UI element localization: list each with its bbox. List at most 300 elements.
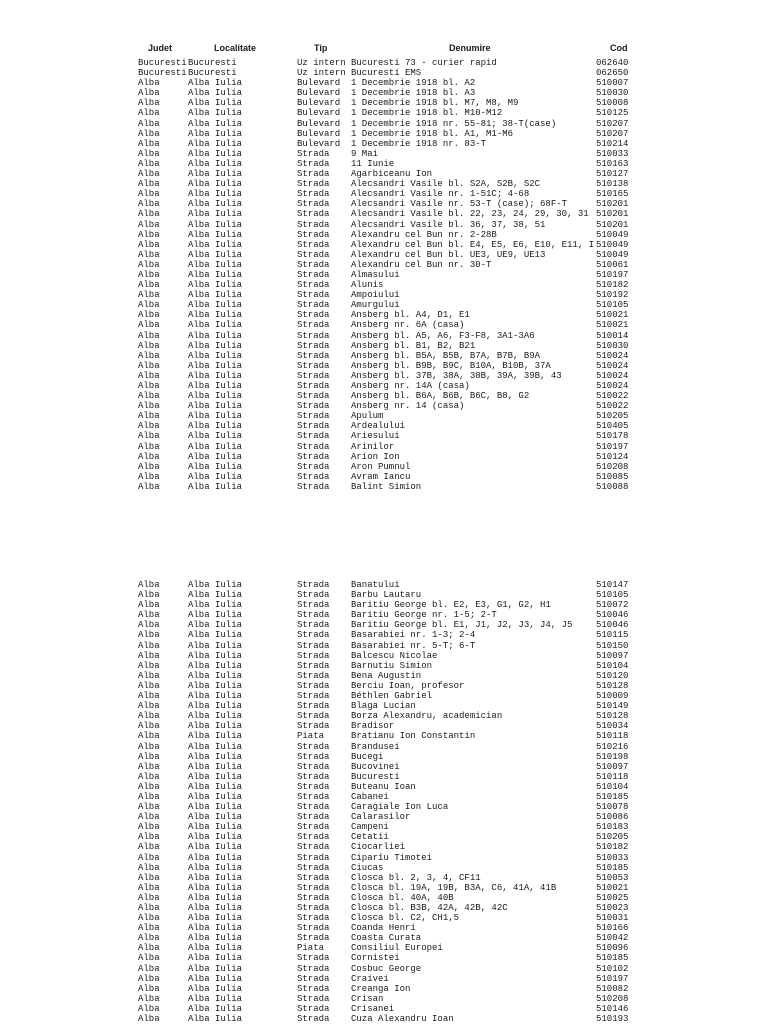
cell-tip: Piata <box>297 731 325 742</box>
table-row <box>0 913 768 923</box>
cell-judet: Alba <box>138 1003 160 1014</box>
table-row <box>0 68 768 78</box>
cell-cod: 510022 <box>596 391 629 402</box>
cell-judet: Alba <box>138 791 160 802</box>
cell-denumire: Caragiale Ion Luca <box>351 802 449 813</box>
cell-denumire: Cuza Alexandru Ioan <box>351 1014 454 1024</box>
cell-denumire: Crisan <box>351 993 384 1004</box>
cell-localitate: Alba Iulia <box>188 943 243 954</box>
cell-tip: Strada <box>297 812 330 823</box>
table-row <box>0 832 768 842</box>
cell-tip: Strada <box>297 229 330 240</box>
table-row <box>0 1014 768 1024</box>
cell-judet: Alba <box>138 199 160 210</box>
cell-localitate: Alba Iulia <box>188 761 243 772</box>
cell-denumire: 1 Decembrie 1918 bl. M10-M12 <box>351 108 503 119</box>
cell-denumire: Closca bl. 19A, 19B, B3A, C6, 41A, 41B <box>351 882 557 893</box>
cell-localitate: Alba Iulia <box>188 822 243 833</box>
cell-judet: Alba <box>138 330 160 341</box>
cell-denumire: Closca bl. C2, CH1,5 <box>351 913 460 924</box>
cell-cod: 510030 <box>596 340 629 351</box>
cell-localitate: Alba Iulia <box>188 148 243 159</box>
table-row <box>0 361 768 371</box>
cell-denumire: Closca bl. B3B, 42A, 42B, 42C <box>351 903 508 913</box>
cell-cod: 510046 <box>596 620 629 631</box>
cell-judet: Alba <box>138 882 160 893</box>
cell-judet: Alba <box>138 721 160 732</box>
cell-judet: Alba <box>138 360 160 371</box>
cell-judet: Alba <box>138 370 160 381</box>
cell-denumire: Arinilor <box>351 441 395 452</box>
cell-cod: 510207 <box>596 128 629 139</box>
cell-judet: Alba <box>138 431 160 442</box>
cell-localitate: Alba Iulia <box>188 320 243 331</box>
cell-tip: Bulevard <box>297 108 341 119</box>
table-row <box>0 752 768 762</box>
cell-tip: Strada <box>297 350 330 361</box>
table-row <box>0 701 768 711</box>
cell-denumire: Calarasilor <box>351 812 411 823</box>
cell-tip: Strada <box>297 872 330 883</box>
cell-tip: Strada <box>297 842 330 853</box>
cell-localitate: Alba Iulia <box>188 892 243 903</box>
cell-cod: 510105 <box>596 590 629 601</box>
cell-cod: 510033 <box>596 148 629 159</box>
cell-localitate: Alba Iulia <box>188 872 243 883</box>
cell-cod: 510072 <box>596 600 629 611</box>
cell-cod: 510147 <box>596 580 629 590</box>
cell-localitate: Alba Iulia <box>188 630 243 641</box>
table-row <box>0 580 768 590</box>
cell-localitate: Alba Iulia <box>188 219 243 230</box>
cell-localitate: Alba Iulia <box>188 249 243 260</box>
cell-judet: Alba <box>138 680 160 691</box>
cell-cod: 510085 <box>596 471 629 482</box>
cell-localitate: Alba Iulia <box>188 421 243 432</box>
table-row <box>0 842 768 852</box>
cell-localitate: Alba Iulia <box>188 741 243 752</box>
cell-localitate: Alba Iulia <box>188 832 243 843</box>
cell-denumire: Bradisor <box>351 721 395 732</box>
cell-cod: 510125 <box>596 108 629 119</box>
cell-cod: 510042 <box>596 933 629 944</box>
table-row <box>0 230 768 240</box>
cell-judet: Alba <box>138 310 160 321</box>
cell-denumire: Ansberg bl. B1, B2, B21 <box>351 340 476 351</box>
cell-judet: Alba <box>138 731 160 742</box>
cell-denumire: Bucovinei <box>351 761 400 772</box>
cell-localitate: Alba Iulia <box>188 370 243 381</box>
cell-judet: Alba <box>138 98 160 109</box>
table-row <box>0 590 768 600</box>
cell-denumire: Closca bl. 2, 3, 4, CF11 <box>351 872 481 883</box>
cell-tip: Strada <box>297 310 330 321</box>
table-row <box>0 169 768 179</box>
cell-cod: 510030 <box>596 88 629 99</box>
cell-tip: Strada <box>297 973 330 984</box>
cell-localitate: Alba Iulia <box>188 239 243 250</box>
cell-judet: Alba <box>138 741 160 752</box>
cell-localitate: Alba Iulia <box>188 88 243 99</box>
cell-cod: 510118 <box>596 771 629 782</box>
cell-tip: Strada <box>297 751 330 762</box>
cell-judet: Alba <box>138 751 160 762</box>
cell-cod: 510216 <box>596 741 629 752</box>
cell-tip: Strada <box>297 862 330 873</box>
header-cod: Cod <box>610 43 628 53</box>
table-row <box>0 159 768 169</box>
cell-localitate: Alba Iulia <box>188 862 243 873</box>
cell-judet: Alba <box>138 620 160 631</box>
cell-tip: Strada <box>297 401 330 412</box>
cell-judet: Alba <box>138 600 160 611</box>
cell-localitate: Alba Iulia <box>188 580 243 590</box>
cell-denumire: Ciparîu Timotei <box>351 852 433 863</box>
table-row <box>0 220 768 230</box>
table-row <box>0 411 768 421</box>
cell-localitate: Alba Iulia <box>188 1014 243 1024</box>
cell-denumire: Alecsandri Vasile nr. 53-T (case); 68F-T <box>351 199 568 210</box>
cell-denumire: Ansberg nr. 14A (casa) <box>351 381 470 391</box>
table-row <box>0 310 768 320</box>
cell-denumire: Cornistei <box>351 953 400 964</box>
cell-judet: Alba <box>138 148 160 159</box>
cell-judet: Alba <box>138 219 160 230</box>
cell-localitate: Alba Iulia <box>188 300 243 311</box>
cell-judet: Alba <box>138 138 160 149</box>
cell-localitate: Alba Iulia <box>188 923 243 934</box>
cell-judet: Alba <box>138 128 160 139</box>
table-row <box>0 149 768 159</box>
cell-denumire: Bratianu Ion Constantin <box>351 731 476 742</box>
cell-judet: Alba <box>138 108 160 119</box>
cell-localitate: Alba Iulia <box>188 118 243 129</box>
cell-tip: Strada <box>297 600 330 611</box>
table-row <box>0 984 768 994</box>
cell-localitate: Alba Iulia <box>188 290 243 301</box>
cell-tip: Strada <box>297 791 330 802</box>
table-row <box>0 78 768 88</box>
cell-denumire: Coanda Henri <box>351 923 416 934</box>
cell-localitate: Alba Iulia <box>188 973 243 984</box>
cell-denumire: Barnutiu Simion <box>351 660 433 671</box>
cell-judet: Alba <box>138 169 160 180</box>
cell-judet: Alba <box>138 179 160 190</box>
cell-denumire: 11 Iunie <box>351 158 395 169</box>
cell-localitate: Alba Iulia <box>188 280 243 291</box>
cell-denumire: Alexandru cel Bun nr. 30-T <box>351 259 492 270</box>
table-row <box>0 711 768 721</box>
cell-localitate: Alba Iulia <box>188 670 243 681</box>
cell-localitate: Alba Iulia <box>188 108 243 119</box>
table-row <box>0 1004 768 1014</box>
table-row <box>0 250 768 260</box>
cell-tip: Strada <box>297 670 330 681</box>
cell-tip: Strada <box>297 381 330 391</box>
table-row <box>0 600 768 610</box>
cell-localitate: Alba Iulia <box>188 1003 243 1014</box>
table-row <box>0 883 768 893</box>
cell-denumire: Cabanei <box>351 791 389 802</box>
table-row <box>0 792 768 802</box>
cell-cod: 062650 <box>596 68 629 79</box>
cell-judet: Alba <box>138 78 160 89</box>
table-row <box>0 331 768 341</box>
table-block-top <box>0 58 768 492</box>
cell-tip: Strada <box>297 630 330 641</box>
cell-localitate: Alba Iulia <box>188 189 243 200</box>
cell-localitate: Alba Iulia <box>188 229 243 240</box>
header-judet: Judet <box>148 43 173 53</box>
cell-tip: Strada <box>297 461 330 472</box>
cell-denumire: Balcescu Nicolae <box>351 650 438 661</box>
cell-tip: Strada <box>297 481 330 492</box>
cell-denumire: Agarbiceanu Ion <box>351 169 433 180</box>
cell-denumire: Ansberg bl. B9B, B9C, B10A, B10B, 37A <box>351 360 551 371</box>
cell-cod: 510104 <box>596 660 629 671</box>
cell-tip: Strada <box>297 580 330 590</box>
cell-denumire: Alecsandri Vasile bl. 22, 23, 24, 29, 30, 31 <box>351 209 589 220</box>
cell-localitate: Alba Iulia <box>188 350 243 361</box>
cell-tip: Uz intern <box>297 68 346 79</box>
cell-localitate: Alba Iulia <box>188 933 243 944</box>
table-row <box>0 671 768 681</box>
cell-cod: 510208 <box>596 461 629 472</box>
cell-localitate: Alba Iulia <box>188 771 243 782</box>
cell-judet: Alba <box>138 923 160 934</box>
cell-tip: Strada <box>297 370 330 381</box>
cell-localitate: Alba Iulia <box>188 993 243 1004</box>
cell-denumire: Ansberg nr. 14 (casa) <box>351 401 465 412</box>
table-row <box>0 199 768 209</box>
cell-judet: Alba <box>138 391 160 402</box>
cell-cod: 510096 <box>596 943 629 954</box>
cell-cod: 510163 <box>596 158 629 169</box>
cell-localitate: Alba Iulia <box>188 471 243 482</box>
cell-denumire: Arion Ion <box>351 451 400 462</box>
cell-cod: 510082 <box>596 983 629 994</box>
cell-tip: Strada <box>297 983 330 994</box>
cell-localitate: Alba Iulia <box>188 802 243 813</box>
table-row <box>0 772 768 782</box>
cell-cod: 510183 <box>596 822 629 833</box>
cell-tip: Bulevard <box>297 128 341 139</box>
cell-judet: Alba <box>138 892 160 903</box>
cell-denumire: Banatului <box>351 580 400 590</box>
cell-localitate: Alba Iulia <box>188 330 243 341</box>
cell-judet: Alba <box>138 118 160 129</box>
cell-denumire: Bena Augustin <box>351 670 422 681</box>
cell-tip: Strada <box>297 933 330 944</box>
table-row <box>0 421 768 431</box>
cell-localitate: Alba Iulia <box>188 953 243 964</box>
cell-cod: 510138 <box>596 179 629 190</box>
cell-cod: 510124 <box>596 451 629 462</box>
table-row <box>0 863 768 873</box>
cell-tip: Strada <box>297 360 330 371</box>
cell-denumire: Ansberg bl. A5, A6, F3-F8, 3A1-3A6 <box>351 330 535 341</box>
table-row <box>0 933 768 943</box>
cell-tip: Piata <box>297 943 325 954</box>
table-row <box>0 401 768 411</box>
cell-cod: 510150 <box>596 640 629 651</box>
table-row <box>0 371 768 381</box>
cell-localitate: Alba Iulia <box>188 78 243 89</box>
cell-localitate: Alba Iulia <box>188 903 243 913</box>
cell-localitate: Alba Iulia <box>188 461 243 472</box>
cell-cod: 510120 <box>596 670 629 681</box>
table-row <box>0 853 768 863</box>
cell-judet: Alba <box>138 259 160 270</box>
cell-cod: 510025 <box>596 892 629 903</box>
cell-denumire: Ansberg bl. A4, D1, E1 <box>351 310 470 321</box>
cell-localitate: Alba Iulia <box>188 209 243 220</box>
cell-judet: Alba <box>138 862 160 873</box>
cell-localitate: Alba Iulia <box>188 701 243 712</box>
cell-localitate: Alba Iulia <box>188 842 243 853</box>
cell-tip: Strada <box>297 411 330 422</box>
cell-localitate: Alba Iulia <box>188 269 243 280</box>
cell-localitate: Alba Iulia <box>188 441 243 452</box>
cell-judet: Alba <box>138 812 160 823</box>
table-row <box>0 280 768 290</box>
cell-tip: Strada <box>297 249 330 260</box>
cell-denumire: Alexandru cel Bun bl. E4, E5, E6, E10, E11, I <box>351 239 595 250</box>
cell-tip: Bulevard <box>297 78 341 89</box>
table-row <box>0 290 768 300</box>
cell-cod: 510022 <box>596 401 629 412</box>
table-row <box>0 482 768 492</box>
table-row <box>0 351 768 361</box>
table-row <box>0 119 768 129</box>
cell-localitate: Alba Iulia <box>188 812 243 823</box>
cell-denumire: Béthlen Gabriel <box>351 691 433 702</box>
cell-cod: 510146 <box>596 1003 629 1014</box>
cell-denumire: Alexandru cel Bun bl. UE3, UE9, UE13 <box>351 249 546 260</box>
cell-tip: Strada <box>297 741 330 752</box>
cell-judet: Alba <box>138 580 160 590</box>
cell-cod: 510049 <box>596 229 629 240</box>
cell-denumire: Bucegi <box>351 751 384 762</box>
cell-tip: Strada <box>297 852 330 863</box>
table-row <box>0 189 768 199</box>
cell-localitate: Alba Iulia <box>188 360 243 371</box>
cell-tip: Strada <box>297 691 330 702</box>
cell-localitate: Alba Iulia <box>188 691 243 702</box>
cell-tip: Strada <box>297 771 330 782</box>
cell-cod: 510192 <box>596 290 629 301</box>
cell-tip: Strada <box>297 471 330 482</box>
cell-cod: 510031 <box>596 913 629 924</box>
cell-localitate: Alba Iulia <box>188 711 243 722</box>
table-row <box>0 462 768 472</box>
table-row <box>0 442 768 452</box>
cell-judet: Alba <box>138 340 160 351</box>
cell-tip: Strada <box>297 209 330 220</box>
cell-denumire: Ampoiului <box>351 290 400 301</box>
cell-denumire: Alecsandri Vasile bl. S2A, S2B, S2C <box>351 179 541 190</box>
table-row <box>0 431 768 441</box>
cell-tip: Strada <box>297 421 330 432</box>
cell-tip: Bulevard <box>297 88 341 99</box>
table-row <box>0 873 768 883</box>
cell-cod: 510102 <box>596 963 629 974</box>
table-row <box>0 641 768 651</box>
cell-localitate: Bucuresti <box>188 68 237 79</box>
cell-cod: 510021 <box>596 882 629 893</box>
cell-localitate: Alba Iulia <box>188 590 243 601</box>
cell-tip: Strada <box>297 330 330 341</box>
cell-cod: 510097 <box>596 761 629 772</box>
cell-cod: 510182 <box>596 842 629 853</box>
cell-localitate: Alba Iulia <box>188 158 243 169</box>
cell-tip: Strada <box>297 219 330 230</box>
cell-tip: Strada <box>297 169 330 180</box>
table-row <box>0 108 768 118</box>
cell-tip: Strada <box>297 199 330 210</box>
table-row <box>0 822 768 832</box>
cell-cod: 510049 <box>596 249 629 260</box>
cell-judet: Alba <box>138 421 160 432</box>
cell-judet: Alba <box>138 903 160 913</box>
cell-judet: Alba <box>138 771 160 782</box>
cell-judet: Alba <box>138 670 160 681</box>
cell-judet: Bucuresti <box>138 68 187 79</box>
cell-cod: 510061 <box>596 259 629 270</box>
cell-denumire: 1 Decembrie 1918 nr. 83-T <box>351 138 487 149</box>
cell-judet: Alba <box>138 249 160 260</box>
cell-tip: Strada <box>297 320 330 331</box>
cell-cod: 510214 <box>596 138 629 149</box>
cell-tip: Strada <box>297 189 330 200</box>
cell-judet: Alba <box>138 300 160 311</box>
cell-cod: 510185 <box>596 791 629 802</box>
cell-tip: Strada <box>297 300 330 311</box>
cell-tip: Strada <box>297 701 330 712</box>
cell-tip: Strada <box>297 179 330 190</box>
cell-judet: Alba <box>138 481 160 492</box>
cell-judet: Alba <box>138 441 160 452</box>
cell-cod: 510034 <box>596 721 629 732</box>
cell-cod: 062640 <box>596 58 629 68</box>
cell-cod: 510193 <box>596 1014 629 1024</box>
cell-cod: 510201 <box>596 219 629 230</box>
cell-denumire: Buteanu Ioan <box>351 781 416 792</box>
table-row <box>0 721 768 731</box>
cell-localitate: Alba Iulia <box>188 381 243 391</box>
cell-tip: Strada <box>297 781 330 792</box>
cell-cod: 510021 <box>596 310 629 321</box>
cell-judet: Alba <box>138 842 160 853</box>
cell-judet: Alba <box>138 209 160 220</box>
cell-tip: Strada <box>297 953 330 964</box>
table-row <box>0 731 768 741</box>
cell-judet: Alba <box>138 701 160 712</box>
cell-judet: Alba <box>138 640 160 651</box>
cell-denumire: Berciu Ioan, profesor <box>351 680 465 691</box>
cell-judet: Alba <box>138 832 160 843</box>
table-row <box>0 903 768 913</box>
cell-localitate: Alba Iulia <box>188 963 243 974</box>
cell-judet: Alba <box>138 290 160 301</box>
cell-denumire: Cosbuc George <box>351 963 422 974</box>
cell-judet: Alba <box>138 630 160 641</box>
cell-denumire: 1 Decembrie 1918 bl. M7, M8, M9 <box>351 98 519 109</box>
cell-denumire: Ansberg bl. B5A, B5B, B7A, B7B, B9A <box>351 350 541 361</box>
table-row <box>0 762 768 772</box>
cell-localitate: Alba Iulia <box>188 169 243 180</box>
cell-localitate: Alba Iulia <box>188 600 243 611</box>
